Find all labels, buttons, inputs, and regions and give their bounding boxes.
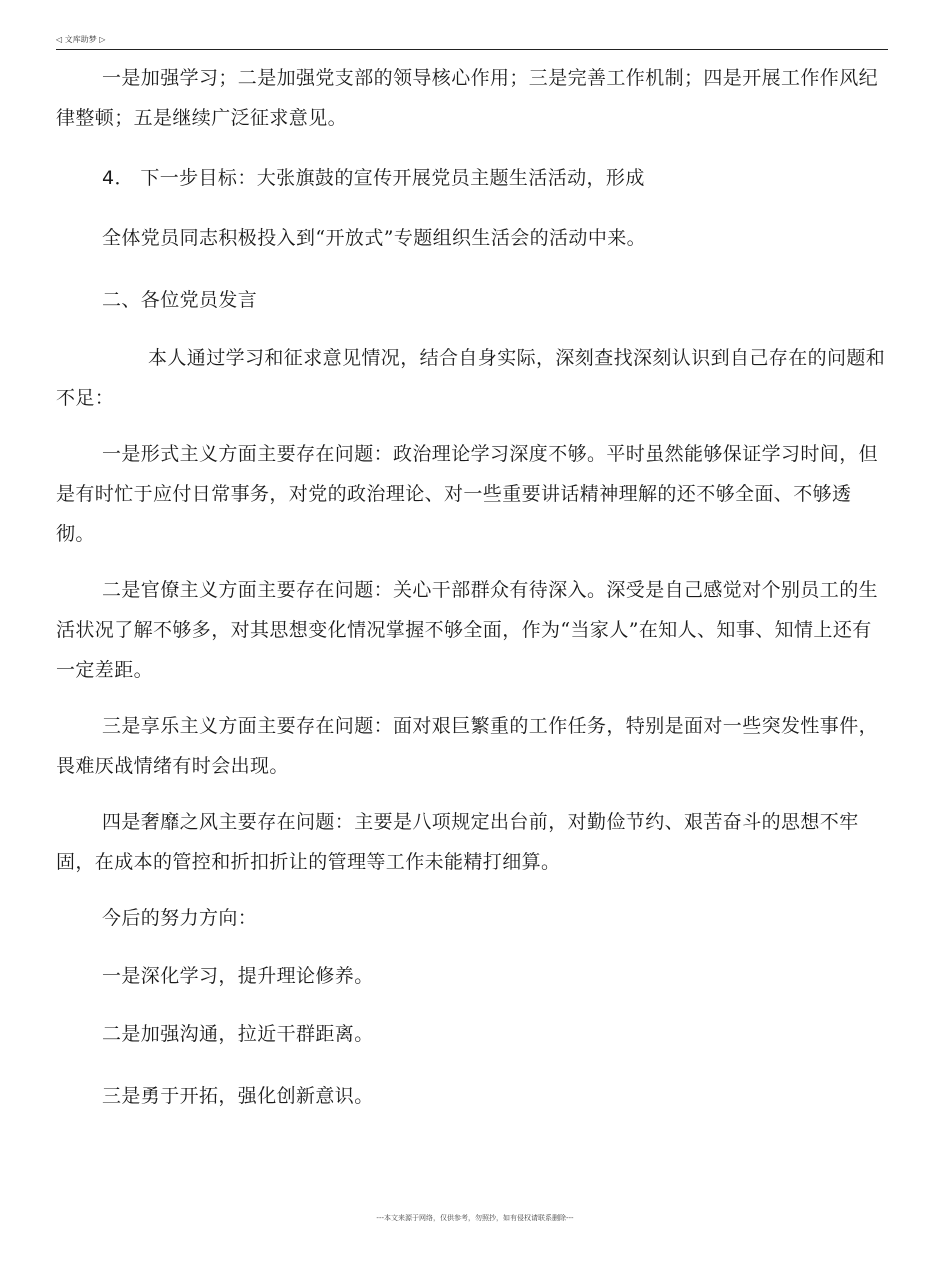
header-rule (56, 49, 888, 50)
page-header (56, 34, 888, 48)
document-body (56, 58, 888, 1116)
paragraph-future-direction: 今后的努力方向： (102, 907, 258, 929)
page-footer: ---本文来源于网络，仅供参考，勿照抄，如有侵权请联系删除--- (376, 1214, 574, 1222)
paragraph-extravagance: 四是奢靡之风主要存在问题：主要是八项规定出台前，对勤俭节约、艰苦奋斗的思想不牢固，在成本的管控和折扣折让的管理等工作未能精打细算。 (56, 811, 859, 873)
paragraph-direction-2: 二是加强沟通，拉近干群距离。 (102, 1023, 374, 1045)
paragraph-all-members: 全体党员同志积极投入到“开放式”专题组织生活会的活动中来。 (102, 227, 647, 249)
paragraph-self-review: 本人通过学习和征求意见情况，结合自身实际，深刻查找深刻认识到自己存在的问题和不足： (56, 347, 886, 409)
paragraph-direction-3: 三是勇于开拓，强化创新意识。 (102, 1085, 374, 1107)
section-heading-speeches: 二、各位党员发言 (102, 289, 258, 311)
paragraph-measures: 一是加强学习；二是加强党支部的领导核心作用；三是完善工作机制；四是开展工作作风纪律整顿；五是继续广泛征求意见。 (56, 67, 879, 129)
paragraph-next-goal: 4． 下一步目标：大张旗鼓的宣传开展党员主题生活活动，形成 (102, 167, 645, 189)
paragraph-bureaucratism: 二是官僚主义方面主要存在问题：关心干部群众有待深入。深受是自己感觉对个别员工的生活状况了解不够多，对其思想变化情况掌握不够全面，作为“当家人”在知人、知事、知情上还有一定差距。 (56, 579, 879, 681)
paragraph-formalism: 一是形式主义方面主要存在问题：政治理论学习深度不够。平时虽然能够保证学习时间，但是有时忙于应付日常事务，对党的政治理论、对一些重要讲话精神理解的还不够全面、不够透彻。 (56, 443, 879, 545)
left-arrow-icon: ◁ (56, 35, 63, 44)
paragraph-hedonism: 三是享乐主义方面主要存在问题：面对艰巨繁重的工作任务，特别是面对一些突发性事件，畏难厌战情绪有时会出现。 (56, 715, 879, 777)
right-arrow-icon: ▷ (99, 35, 106, 44)
paragraph-direction-1: 一是深化学习，提升理论修养。 (102, 965, 374, 987)
brand-label: 文库助梦 (64, 35, 97, 44)
